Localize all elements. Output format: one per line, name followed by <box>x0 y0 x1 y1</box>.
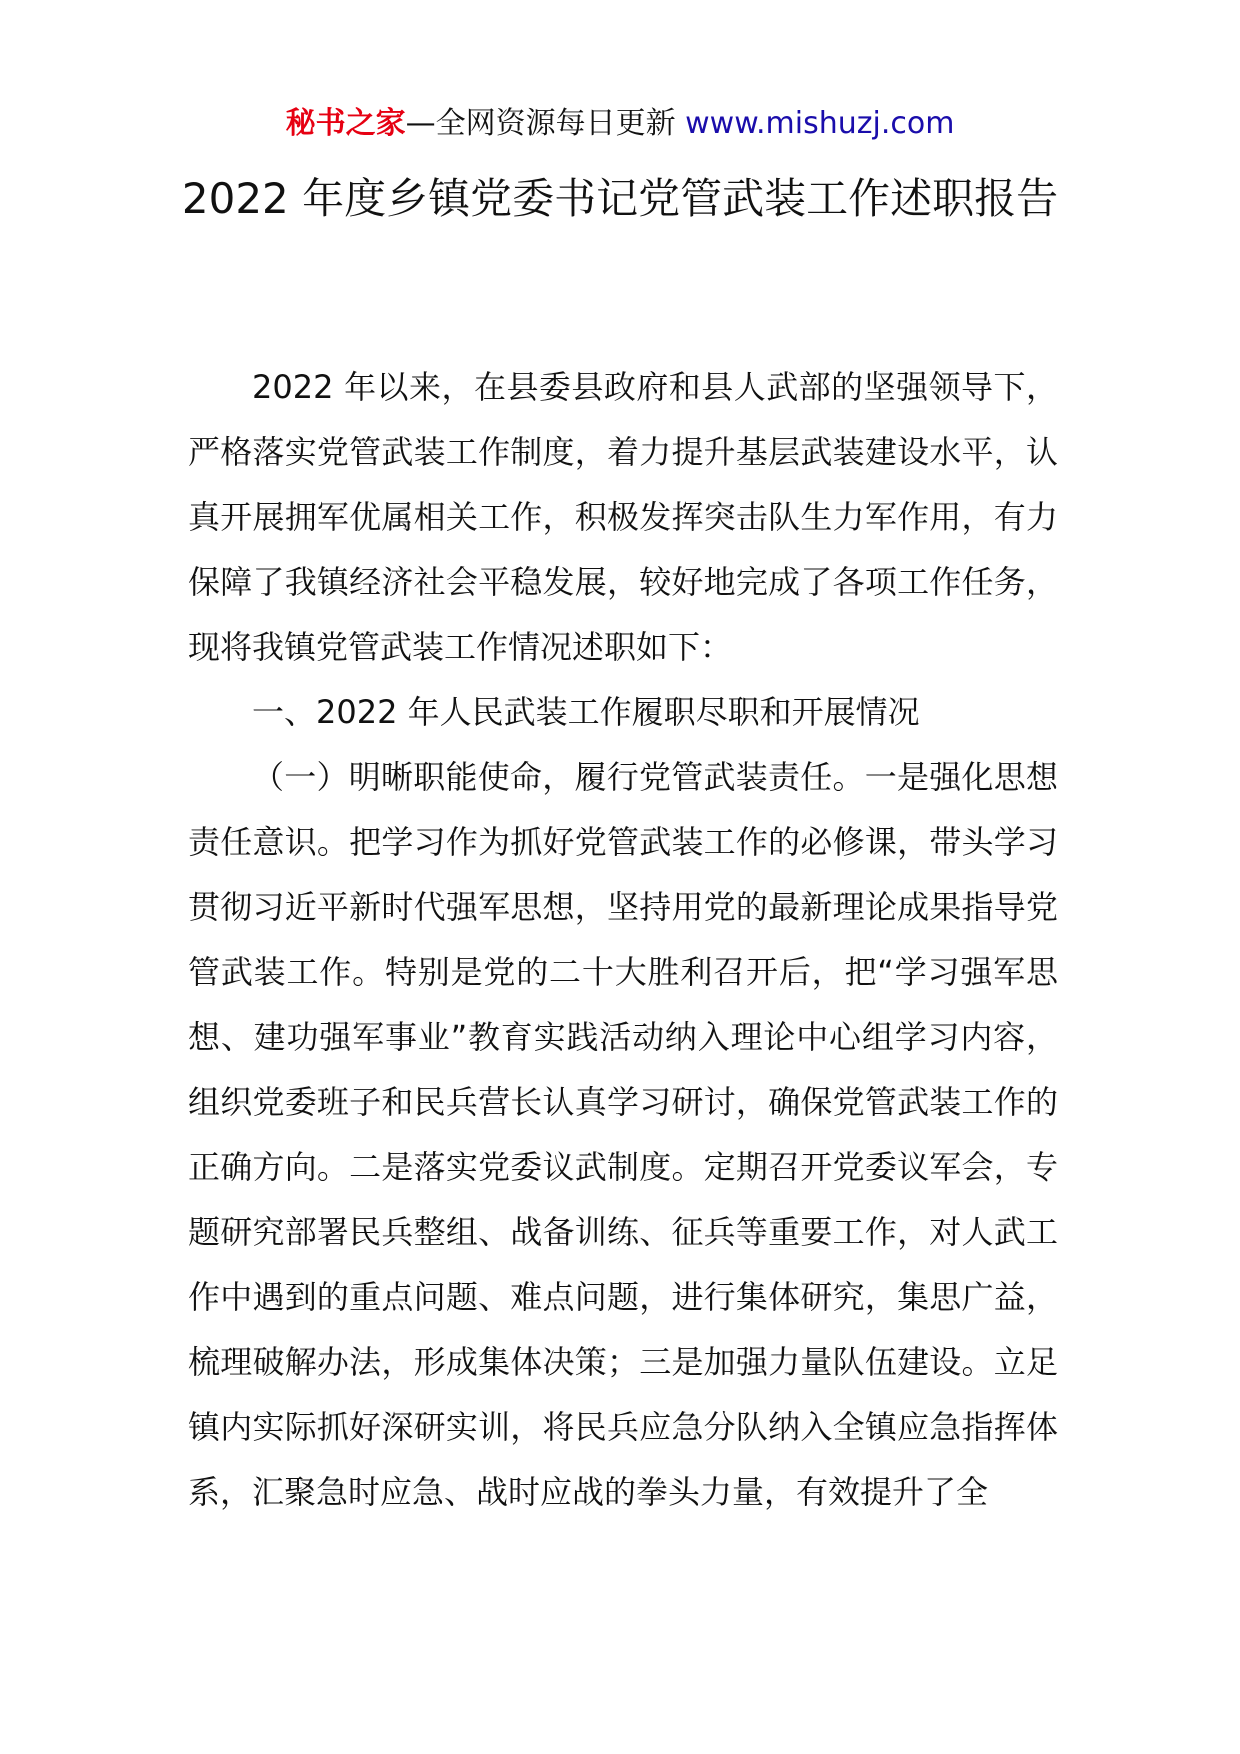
document-body <box>188 355 1058 1525</box>
body-paragraph: （一）明晰职能使命，履行党管武装责任。一是强化思想责任意识。把学习作为抓好党管武装工作的必修课，带头学习贯彻习近平新时代强军思想，坚持用党的最新理论成果指导党管武装工作。特别是党的二十大胜利召开后，把“学习强军思想、建功强军事业”教育实践活动纳入理论中心组学习内容，组织党委班子和民兵营长认真学习研讨，确保党管武装工作的正确方向。二是落实党委议武制度。定期召开党委议军会，专题研究部署民兵整组、战备训练、征兵等重要工作，对人武工作中遇到的重点问题、难点问题，进行集体研究，集思广益，梳理破解办法，形成集体决策；三是加强力量队伍建设。立足镇内实际抓好深研实训，将民兵应急分队纳入全镇应急指挥体系，汇聚急时应急、战时应战的拳头力量，有效提升了全 <box>188 758 1058 1511</box>
site-tagline: —全网资源每日更新 <box>405 106 686 141</box>
intro-paragraph: 2022 年以来，在县委县政府和县人武部的坚强领导下，严格落实党管武装工作制度，着力提升基层武装建设水平，认真开展拥军优属相关工作，积极发挥突击队生力军作用，有力保障了我镇经济社会平稳发展，较好地完成了各项工作任务，现将我镇党管武装工作情况述职如下： <box>188 368 1058 666</box>
document-title: 2022 年度乡镇党委书记党管武装工作述职报告 <box>181 174 1059 223</box>
section-heading: 一、2022 年人民武装工作履职尽职和开展情况 <box>252 693 920 731</box>
site-brand: 秘书之家 <box>285 106 406 141</box>
site-header <box>0 104 1240 144</box>
site-url-link[interactable]: www.mishuzj.com <box>685 106 955 141</box>
